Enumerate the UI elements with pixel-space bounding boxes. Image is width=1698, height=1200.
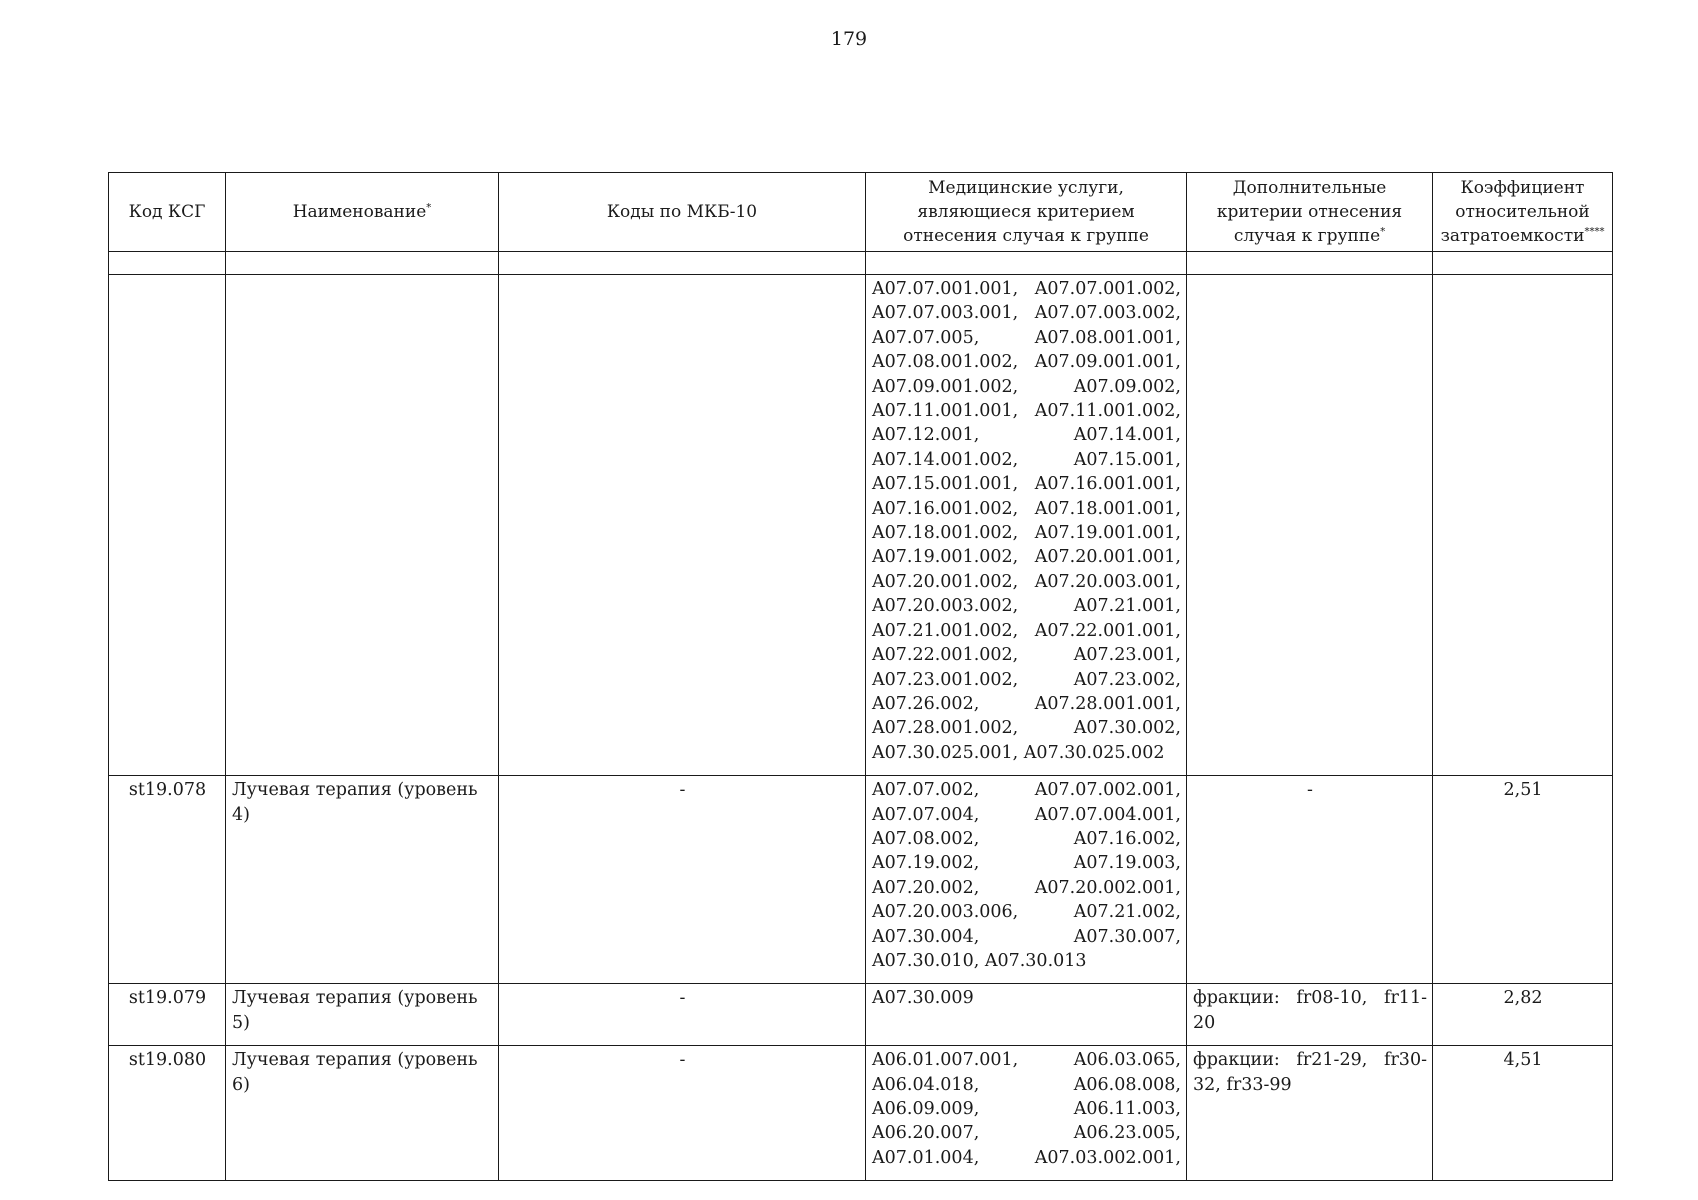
service-code: A06.04.018, [872, 1074, 980, 1095]
service-code: A07.16.001.002, [872, 498, 1019, 519]
footnote-mark: **** [1584, 226, 1605, 238]
service-code: A07.28.001.001, [1034, 693, 1181, 714]
service-code: A07.30.009 [872, 988, 974, 1009]
service-code: A07.08.001.001, [1034, 327, 1181, 348]
table-row [109, 776, 1613, 984]
ksg-table [108, 172, 1613, 1181]
service-code: A07.07.004, [872, 804, 980, 825]
header-services: Медицинские услуги, являющиеся критерием отнесения случая к группе [866, 173, 1187, 252]
page-number: 179 [830, 28, 868, 50]
service-code: A07.20.002.001, [1034, 877, 1181, 898]
ksg-code-cell: st19.080 [109, 1046, 226, 1181]
service-code: A07.18.001.001, [1034, 498, 1181, 519]
service-code-line [872, 545, 1181, 569]
extra-criteria-cell: - [1187, 776, 1433, 984]
service-code: A07.14.001.002, [872, 449, 1019, 470]
service-code: A07.07.002.001, [1034, 780, 1181, 801]
service-code: A06.08.008, [1073, 1074, 1181, 1095]
service-code: A07.21.002, [1073, 902, 1181, 923]
ksg-name-cell: Лучевая терапия (уровень 5) [226, 984, 499, 1046]
service-code: A07.30.010, A07.30.013 [872, 950, 1087, 971]
service-code-line [872, 668, 1181, 692]
service-code: A07.18.001.002, [872, 523, 1019, 544]
service-code: A07.09.002, [1073, 376, 1181, 397]
service-code-line [872, 925, 1181, 949]
service-code: A07.07.003.002, [1034, 303, 1181, 324]
services-cell [866, 776, 1187, 984]
service-code: A06.20.007, [872, 1123, 980, 1144]
table-row [109, 984, 1613, 1046]
service-code: A07.11.001.002, [1034, 401, 1181, 422]
service-code: A07.30.004, [872, 926, 980, 947]
ksg-code-cell [109, 275, 226, 776]
service-code: A07.28.001.002, [872, 718, 1019, 739]
service-code: A06.11.003, [1073, 1099, 1181, 1119]
service-code-line [872, 497, 1181, 521]
service-code-line [872, 448, 1181, 472]
service-code: A07.15.001.001, [872, 474, 1019, 495]
table-row [109, 275, 1613, 776]
service-code: A07.07.004.001, [1034, 804, 1181, 825]
service-code: A07.21.001.002, [872, 620, 1019, 641]
header-mkb: Коды по МКБ-10 [499, 173, 866, 252]
service-code-line [872, 692, 1181, 716]
mkb-codes-cell: - [499, 984, 866, 1046]
service-code: A07.20.002, [872, 877, 980, 898]
service-code: A07.20.003.002, [872, 596, 1019, 617]
spacer-cell [866, 252, 1187, 275]
coefficient-cell: 4,51 [1433, 1046, 1613, 1181]
service-code: A07.20.003.006, [872, 902, 1019, 923]
service-code: A07.30.007, [1073, 926, 1181, 947]
footnote-mark: * [426, 202, 432, 214]
service-code: A07.19.001.002, [872, 547, 1019, 568]
service-code: A06.03.065, [1073, 1050, 1181, 1071]
service-code-line [872, 521, 1181, 545]
service-code-line [872, 375, 1181, 399]
table-header-spacer-row [109, 252, 1613, 275]
ksg-code-cell: st19.079 [109, 984, 226, 1046]
service-code: A07.22.001.002, [872, 645, 1019, 666]
service-code-line [872, 1121, 1181, 1145]
mkb-codes-cell: - [499, 1046, 866, 1181]
service-code-line [872, 827, 1181, 851]
service-code-line [872, 876, 1181, 900]
service-code-line [872, 851, 1181, 875]
ksg-name-cell: Лучевая терапия (уровень 4) [226, 776, 499, 984]
service-code: A07.23.002, [1073, 669, 1181, 690]
service-code: A06.01.007.001, [872, 1050, 1019, 1071]
services-cell [866, 1046, 1187, 1181]
service-code: A07.20.001.002, [872, 571, 1019, 592]
mkb-codes-cell [499, 275, 866, 776]
service-code: A07.08.001.002, [872, 352, 1019, 373]
service-code-line [872, 949, 1181, 973]
service-code: A07.12.001, [872, 425, 980, 446]
ksg-code-cell: st19.078 [109, 776, 226, 984]
service-code: A07.09.001.001, [1034, 352, 1181, 373]
service-code-line [872, 423, 1181, 447]
service-code-line [872, 900, 1181, 924]
header-name: Наименование* [226, 173, 499, 252]
service-code-line [872, 643, 1181, 667]
service-code: A07.07.005, [872, 327, 980, 348]
spacer-cell [109, 252, 226, 275]
service-code: A06.09.009, [872, 1099, 980, 1119]
service-code: A07.14.001, [1073, 425, 1181, 446]
service-code: A07.19.001.001, [1034, 523, 1181, 544]
spacer-cell [226, 252, 499, 275]
ksg-name-cell: Лучевая терапия (уровень 6) [226, 1046, 499, 1181]
service-code: A07.09.001.002, [872, 376, 1019, 397]
table-header-row [109, 173, 1613, 252]
service-code-line [872, 277, 1181, 301]
service-code-line [872, 1097, 1181, 1121]
service-code: A07.07.001.002, [1034, 279, 1181, 299]
header-code: Код КСГ [109, 173, 226, 252]
extra-criteria-cell: фракции: fr21-29, fr30-32, fr33-99 [1187, 1046, 1433, 1181]
service-code: A07.07.001.001, [872, 279, 1019, 299]
service-code-line [872, 1048, 1181, 1072]
spacer-cell [1187, 252, 1433, 275]
service-code: A07.08.002, [872, 828, 980, 849]
service-code-line [872, 301, 1181, 325]
header-extra-criteria: Дополнительные критерии отнесения случая к группе* [1187, 173, 1433, 252]
service-code: A07.07.002, [872, 780, 980, 801]
service-code: A07.11.001.001, [872, 401, 1019, 422]
services-cell [866, 275, 1187, 776]
coefficient-cell: 2,82 [1433, 984, 1613, 1046]
service-code-line [872, 1146, 1181, 1170]
service-code: A07.23.001.002, [872, 669, 1019, 690]
service-code: A07.26.002, [872, 693, 980, 714]
service-code: A07.21.001, [1073, 596, 1181, 617]
service-code-line [872, 594, 1181, 618]
services-cell [866, 984, 1187, 1046]
service-code: A07.30.025.001, A07.30.025.002 [872, 742, 1165, 763]
service-code: A07.01.004, [872, 1147, 980, 1168]
service-code-line [872, 1073, 1181, 1097]
service-code: A07.19.002, [872, 853, 980, 874]
service-code: A07.16.001.001, [1034, 474, 1181, 495]
service-code: A07.07.003.001, [872, 303, 1019, 324]
service-code-line [872, 986, 1181, 1010]
footnote-mark: * [1380, 226, 1386, 238]
mkb-codes-cell: - [499, 776, 866, 984]
extra-criteria-cell [1187, 275, 1433, 776]
service-code: A07.20.001.001, [1034, 547, 1181, 568]
extra-criteria-cell: фракции: fr08-10, fr11-20 [1187, 984, 1433, 1046]
ksg-name-cell [226, 275, 499, 776]
service-code-line [872, 570, 1181, 594]
coefficient-cell: 2,51 [1433, 776, 1613, 984]
service-code: A07.16.002, [1073, 828, 1181, 849]
service-code-line [872, 716, 1181, 740]
table-row [109, 1046, 1613, 1181]
header-coefficient: Коэффициент относительной затратоемкости**** [1433, 173, 1613, 252]
service-code: A07.20.003.001, [1034, 571, 1181, 592]
service-code-line [872, 326, 1181, 350]
service-code-line [872, 741, 1181, 765]
spacer-cell [499, 252, 866, 275]
service-code-line [872, 350, 1181, 374]
service-code: A07.22.001.001, [1034, 620, 1181, 641]
service-code-line [872, 778, 1181, 802]
service-code: A07.30.002, [1073, 718, 1181, 739]
coefficient-cell [1433, 275, 1613, 776]
service-code: A07.19.003, [1073, 853, 1181, 874]
service-code-line [872, 803, 1181, 827]
service-code: A07.23.001, [1073, 645, 1181, 666]
service-code-line [872, 399, 1181, 423]
spacer-cell [1433, 252, 1613, 275]
service-code: A06.23.005, [1073, 1123, 1181, 1144]
service-code: A07.03.002.001, [1034, 1147, 1181, 1168]
service-code-line [872, 619, 1181, 643]
service-code: A07.15.001, [1073, 449, 1181, 470]
service-code-line [872, 472, 1181, 496]
